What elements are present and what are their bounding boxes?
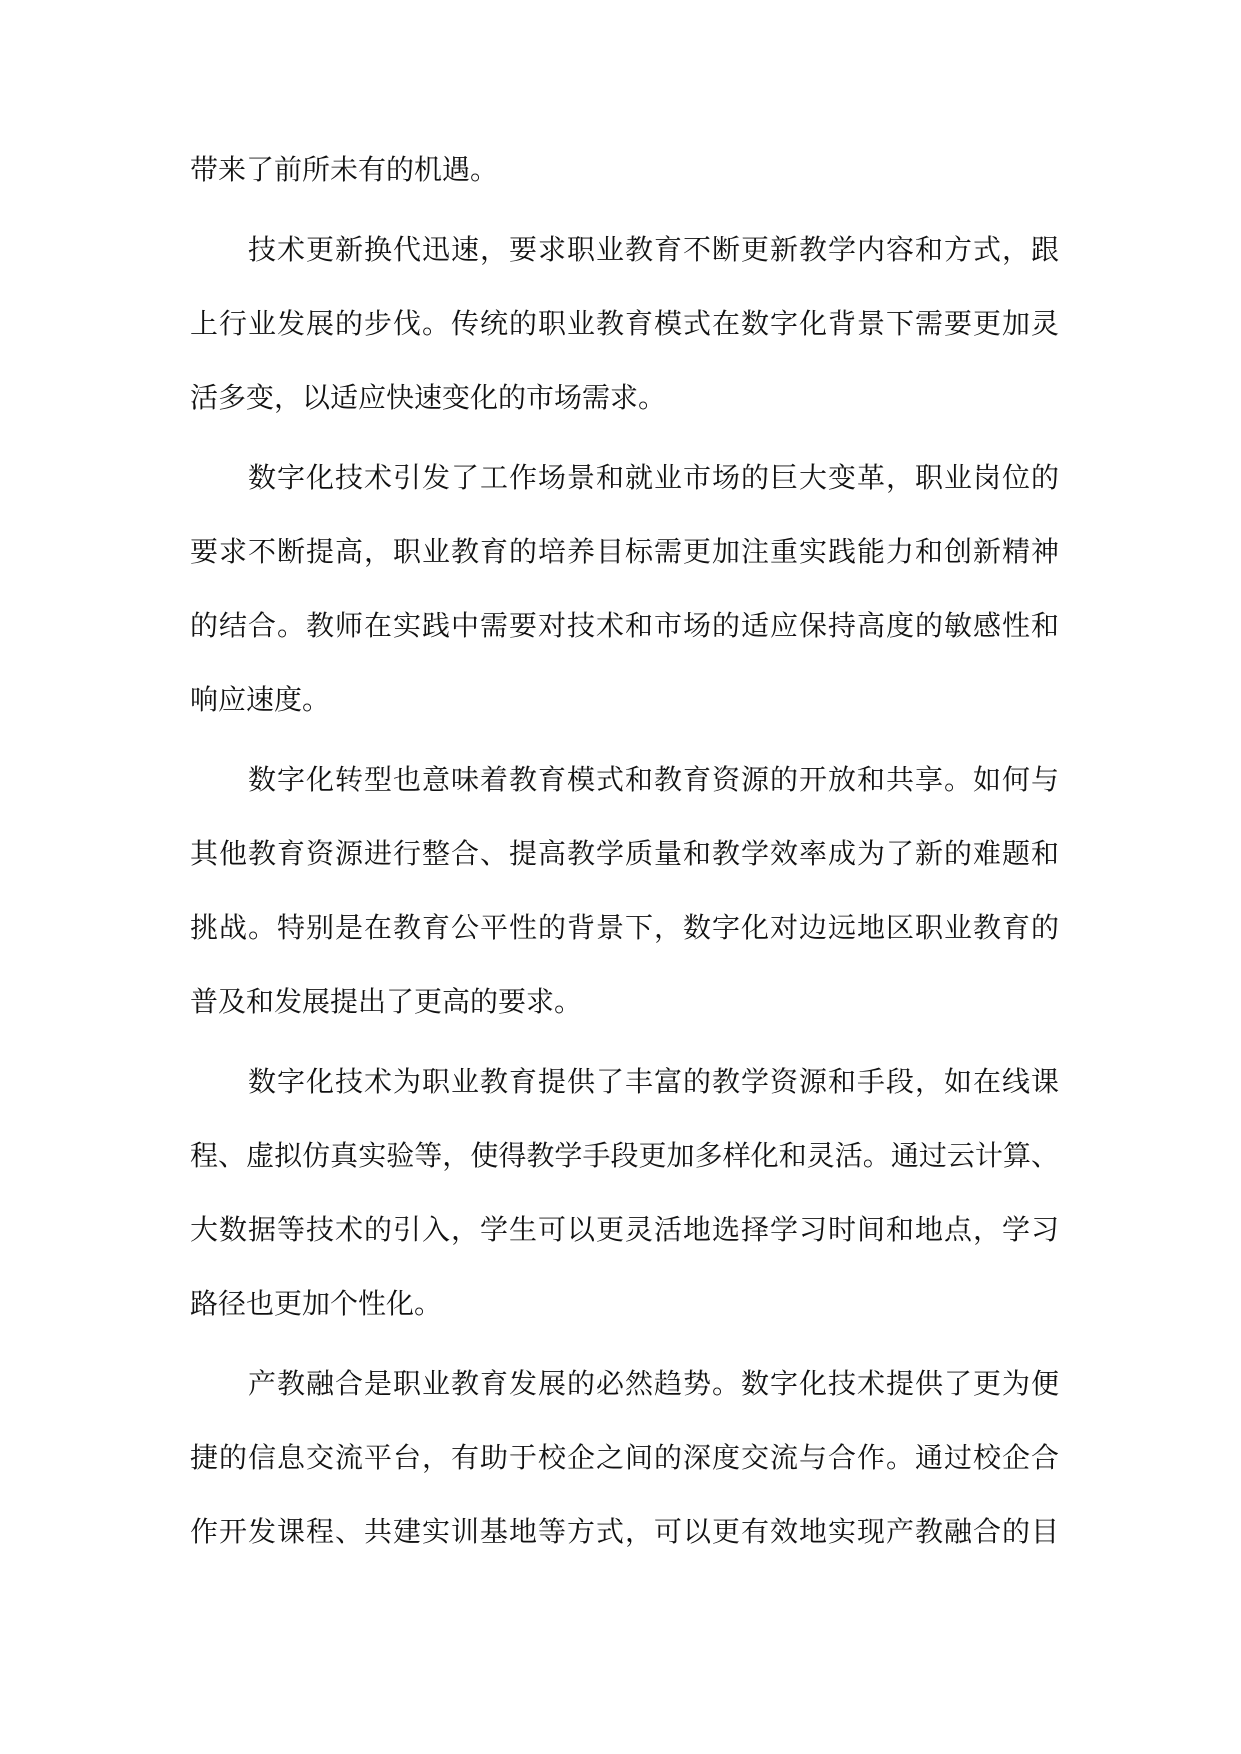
paragraph-line: 的结合。教师在实践中需要对技术和市场的适应保持高度的敏感性和: [190, 609, 1059, 642]
paragraph-line: 技术更新换代迅速，要求职业教育不断更新教学内容和方式，跟: [248, 233, 1059, 266]
paragraph-line: 要求不断提高，职业教育的培养目标需更加注重实践能力和创新精神: [190, 535, 1059, 568]
paragraph-line: 程、虚拟仿真实验等，使得教学手段更加多样化和灵活。通过云计算、: [190, 1139, 1059, 1172]
paragraph-line: 大数据等技术的引入，学生可以更灵活地选择学习时间和地点，学习: [190, 1213, 1059, 1246]
paragraph-line: 其他教育资源进行整合、提高教学质量和教学效率成为了新的难题和: [190, 837, 1059, 870]
paragraph-line: 数字化转型也意味着教育模式和教育资源的开放和共享。如何与: [248, 763, 1059, 796]
paragraph-line: 路径也更加个性化。: [190, 1287, 443, 1320]
paragraph-line: 数字化技术为职业教育提供了丰富的教学资源和手段，如在线课: [248, 1065, 1059, 1098]
paragraph-line: 响应速度。: [190, 683, 331, 716]
paragraph-line: 挑战。特别是在教育公平性的背景下，数字化对边远地区职业教育的: [190, 911, 1059, 944]
paragraph-line: 数字化技术引发了工作场景和就业市场的巨大变革，职业岗位的: [248, 461, 1059, 494]
paragraph-line: 产教融合是职业教育发展的必然趋势。数字化技术提供了更为便: [248, 1367, 1059, 1400]
paragraph-line: 普及和发展提出了更高的要求。: [190, 985, 583, 1018]
paragraph-line: 捷的信息交流平台，有助于校企之间的深度交流与合作。通过校企合: [190, 1441, 1059, 1474]
paragraph-line: 带来了前所未有的机遇。: [190, 153, 499, 186]
paragraph-line: 活多变，以适应快速变化的市场需求。: [190, 381, 667, 414]
paragraph-line: 上行业发展的步伐。传统的职业教育模式在数字化背景下需要更加灵: [190, 307, 1059, 340]
paragraph-line: 作开发课程、共建实训基地等方式，可以更有效地实现产教融合的目: [190, 1515, 1059, 1548]
